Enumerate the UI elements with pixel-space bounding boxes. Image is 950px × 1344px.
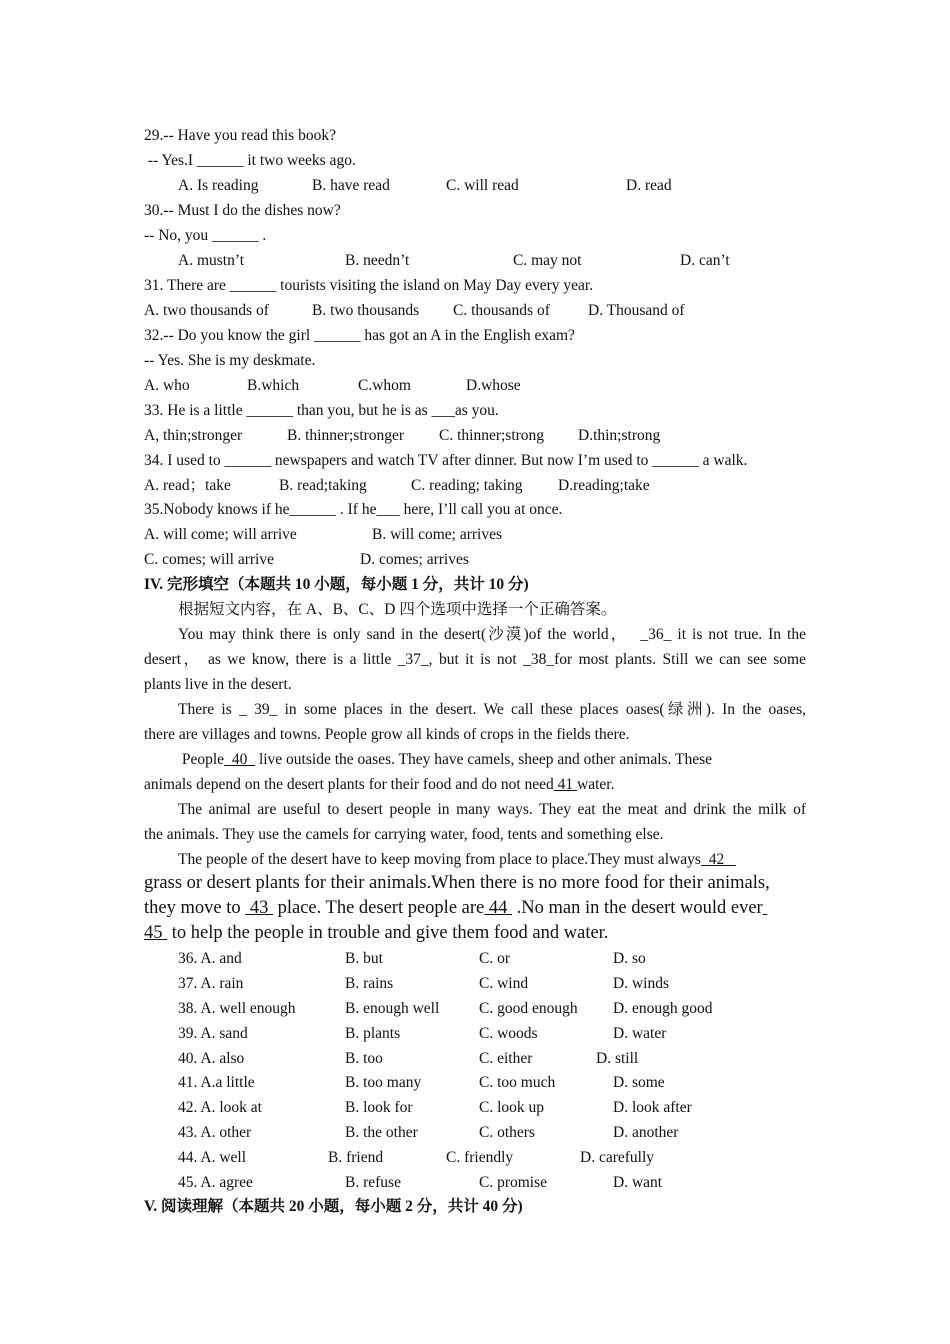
choice-option: B. friend bbox=[328, 1149, 384, 1166]
question-35-option-a: A. will come; will arrive bbox=[144, 526, 297, 543]
question-33-option-a: A, thin;stronger bbox=[144, 427, 243, 444]
choice-option: B. look for bbox=[345, 1099, 413, 1116]
question-33-stem: 33. He is a little ______ than you, but he is as ___as you. bbox=[144, 402, 499, 419]
question-32-dialogue: -- Yes. She is my deskmate. bbox=[144, 352, 316, 369]
choice-option: D. enough good bbox=[613, 1000, 713, 1017]
passage-p2-line2: there are villages and towns. People grow all kinds of crops in the fields there. bbox=[144, 726, 630, 743]
question-34-option-a: A. read；take bbox=[144, 477, 231, 494]
question-31-option-c: C. thousands of bbox=[453, 302, 550, 319]
question-30-dialogue: -- No, you ______ . bbox=[144, 227, 267, 244]
choice-option: 41. A.a little bbox=[178, 1074, 255, 1091]
question-29-option-c: C. will read bbox=[446, 177, 519, 194]
choice-option: D. another bbox=[613, 1124, 679, 1141]
choice-option: 43. A. other bbox=[178, 1124, 252, 1141]
question-32-option-d: D.whose bbox=[466, 377, 521, 394]
passage-p5-line1 bbox=[178, 850, 736, 870]
choice-option: C. too much bbox=[479, 1074, 556, 1091]
passage-p5-line4 bbox=[144, 923, 608, 943]
choice-option: 37. A. rain bbox=[178, 975, 244, 992]
choice-option: D. look after bbox=[613, 1099, 692, 1116]
choice-option: B. but bbox=[345, 950, 383, 967]
choice-option: 42. A. look at bbox=[178, 1099, 262, 1116]
passage-p2-line1: There is _ 39_ in some places in the desert. We call these places oases(绿洲). In the oases, bbox=[178, 701, 806, 718]
passage-p4-line1: The animal are useful to desert people in many ways. They eat the meat and drink the milk of bbox=[178, 801, 806, 818]
question-31-stem: 31. There are ______ tourists visiting the island on May Day every year. bbox=[144, 277, 594, 294]
passage-p1-line2: desert， as we know, there is a little _37_, but it is not _38_for most plants. Still we can see some bbox=[144, 651, 806, 668]
blank-45-start bbox=[763, 898, 768, 918]
choice-option: D. carefully bbox=[580, 1149, 655, 1166]
passage-text: place. The desert people are bbox=[272, 898, 485, 918]
choice-option: 45. A. agree bbox=[178, 1174, 253, 1191]
question-32-option-b: B.which bbox=[247, 377, 300, 394]
blank-41: 41 bbox=[553, 776, 578, 793]
choice-option: B. too bbox=[345, 1050, 383, 1067]
choice-option: 36. A. and bbox=[178, 950, 242, 967]
question-33-option-d: D.thin;strong bbox=[578, 427, 661, 444]
question-30-option-b: B. needn’t bbox=[345, 252, 410, 269]
blank-43: 43 bbox=[245, 898, 273, 918]
passage-text: water. bbox=[577, 776, 615, 793]
passage-text: live outside the oases. They have camels, sheep and other animals. These bbox=[255, 751, 713, 768]
question-34-option-d: D.reading;take bbox=[558, 477, 650, 494]
choice-option: 38. A. well enough bbox=[178, 1000, 296, 1017]
choice-option: 44. A. well bbox=[178, 1149, 247, 1166]
choice-option: 40. A. also bbox=[178, 1050, 245, 1067]
choice-option: C. wind bbox=[479, 975, 529, 992]
choice-option: B. refuse bbox=[345, 1174, 401, 1191]
question-30-option-a: A. mustn’t bbox=[178, 252, 245, 269]
passage-p1-line3: plants live in the desert. bbox=[144, 676, 292, 693]
question-35-option-c: C. comes; will arrive bbox=[144, 551, 274, 568]
passage-text: .No man in the desert would ever bbox=[512, 898, 763, 918]
question-29-option-b: B. have read bbox=[312, 177, 390, 194]
choice-option: C. woods bbox=[479, 1025, 538, 1042]
question-32-stem: 32.-- Do you know the girl ______ has got an A in the English exam? bbox=[144, 327, 575, 344]
choice-option: D. so bbox=[613, 950, 646, 967]
choice-option: D. water bbox=[613, 1025, 667, 1042]
blank-42: 42 bbox=[700, 851, 736, 868]
choice-option: C. either bbox=[479, 1050, 533, 1067]
choice-option: C. look up bbox=[479, 1099, 545, 1116]
question-32-option-a: A. who bbox=[144, 377, 190, 394]
question-29-option-d: D. read bbox=[626, 177, 672, 194]
choice-option: B. too many bbox=[345, 1074, 422, 1091]
question-35-option-d: D. comes; arrives bbox=[360, 551, 469, 568]
question-30-option-d: D. can’t bbox=[680, 252, 730, 269]
passage-text: The people of the desert have to keep moving from place to place.They must always bbox=[178, 851, 701, 868]
choice-option: C. good enough bbox=[479, 1000, 578, 1017]
question-29-stem: 29.-- Have you read this book? bbox=[144, 127, 336, 144]
question-35-option-b: B. will come; arrives bbox=[372, 526, 502, 543]
question-33-option-b: B. thinner;stronger bbox=[287, 427, 405, 444]
passage-p4-line2: the animals. They use the camels for carrying water, food, tents and something else. bbox=[144, 826, 664, 843]
section-4-title: IV. 完形填空（本题共 10 小题，每小题 1 分，共计 10 分) bbox=[144, 576, 529, 593]
choice-option: B. rains bbox=[345, 975, 394, 992]
blank-40: 40 bbox=[224, 751, 256, 768]
choice-option: D. still bbox=[596, 1050, 639, 1067]
section-4-instruction: 根据短文内容，在 A、B、C、D 四个选项中选择一个正确答案。 bbox=[178, 601, 617, 618]
choice-option: C. promise bbox=[479, 1174, 548, 1191]
question-35-stem: 35.Nobody knows if he______ . If he___ here, I’ll call you at once. bbox=[144, 501, 563, 518]
question-29-dialogue: -- Yes.I ______ it two weeks ago. bbox=[144, 152, 356, 169]
choice-option: C. friendly bbox=[446, 1149, 514, 1166]
passage-p1-line1: You may think there is only sand in the desert(沙漠)of the world， _36_ it is not true. In the bbox=[178, 626, 806, 643]
question-31-option-a: A. two thousands of bbox=[144, 302, 269, 319]
blank-45: 45 bbox=[144, 923, 168, 943]
blank-44: 44 bbox=[484, 898, 512, 918]
passage-text: animals depend on the desert plants for their food and do not need bbox=[144, 776, 554, 793]
question-32-option-c: C.whom bbox=[358, 377, 411, 394]
question-30-option-c: C. may not bbox=[513, 252, 582, 269]
passage-text: to help the people in trouble and give them food and water. bbox=[167, 923, 609, 943]
choice-option: 39. A. sand bbox=[178, 1025, 248, 1042]
question-33-option-c: C. thinner;strong bbox=[439, 427, 545, 444]
passage-text: they move to bbox=[144, 898, 246, 918]
question-30-stem: 30.-- Must I do the dishes now? bbox=[144, 202, 341, 219]
section-5-title: V. 阅读理解（本题共 20 小题，每小题 2 分，共计 40 分) bbox=[144, 1198, 523, 1215]
choice-option: D. some bbox=[613, 1074, 665, 1091]
passage-p5-line3 bbox=[144, 898, 767, 918]
choice-option: B. plants bbox=[345, 1025, 401, 1042]
choice-option: B. the other bbox=[345, 1124, 418, 1141]
passage-p3-line2 bbox=[144, 775, 614, 795]
question-29-option-a: A. Is reading bbox=[178, 177, 259, 194]
question-34-option-b: B. read;taking bbox=[279, 477, 367, 494]
question-34-stem: 34. I used to ______ newspapers and watch TV after dinner. But now I’m used to ______ a walk. bbox=[144, 452, 748, 469]
passage-p5-line2: grass or desert plants for their animals.When there is no more food for their animals, bbox=[144, 873, 770, 893]
question-34-option-c: C. reading; taking bbox=[411, 477, 523, 494]
choice-option: D. want bbox=[613, 1174, 663, 1191]
choice-option: D. winds bbox=[613, 975, 669, 992]
choice-option: C. or bbox=[479, 950, 510, 967]
passage-text: People bbox=[178, 751, 225, 768]
choice-option: B. enough well bbox=[345, 1000, 440, 1017]
passage-p3-line1 bbox=[178, 750, 712, 770]
question-31-option-d: D. Thousand of bbox=[588, 302, 685, 319]
question-31-option-b: B. two thousands bbox=[312, 302, 420, 319]
choice-option: C. others bbox=[479, 1124, 535, 1141]
